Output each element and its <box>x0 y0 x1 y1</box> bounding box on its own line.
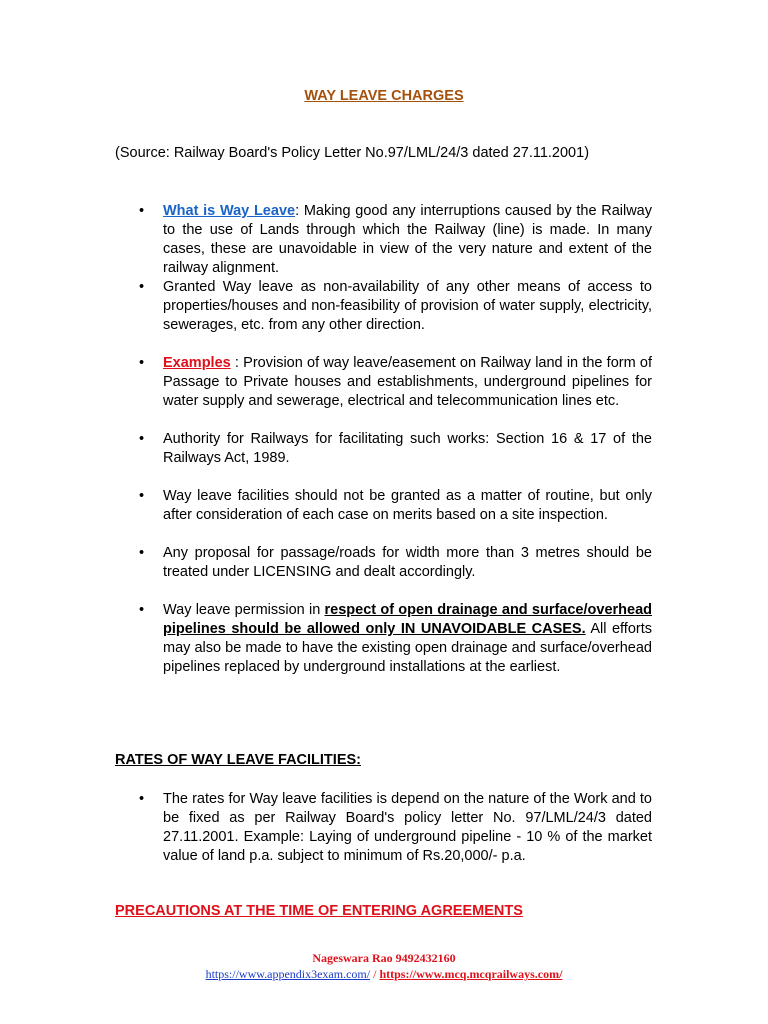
footer-link-appendix3exam[interactable]: https://www.appendix3exam.com/ <box>205 967 371 981</box>
emphasis-text: respect of open drainage and surface/overhead pipelines should be allowed only IN UNAVOIDABLE CASES. <box>163 602 652 637</box>
page-title: WAY LEAVE CHARGES <box>304 88 464 104</box>
footer-links <box>0 966 768 982</box>
footer-separator: / <box>373 967 377 981</box>
list-item <box>115 278 652 335</box>
bullet-icon: • <box>139 791 145 807</box>
footer-link-mcqrailways[interactable]: https://www.mcq.mcqrailways.com/ <box>379 967 563 981</box>
list-item <box>115 487 652 525</box>
list-item-text: Authority for Railways for facilitating such works: Section 16 & 17 of the Railways Act, 1989. <box>163 431 652 466</box>
list-item <box>115 601 652 677</box>
list-item-text: : Making good any interruptions caused by the Railway to the use of Lands through which the Railway (line) is made. In many cases, these are unavoidable in view of the very nature and extent of the railway alignment. <box>163 203 652 276</box>
examples-label: Examples <box>163 355 231 371</box>
list-item-text: All efforts may also be made to have the existing open drainage and surface/overhead pipelines replaced by underground installations at the earliest. <box>163 621 652 675</box>
bullet-icon: • <box>139 203 145 219</box>
bullet-icon: • <box>139 545 145 561</box>
source-citation: (Source: Railway Board's Policy Letter No.97/LML/24/3 dated 27.11.2001) <box>115 145 590 161</box>
list-item <box>115 790 652 866</box>
bullet-icon: • <box>139 355 145 371</box>
section-heading-rates: RATES OF WAY LEAVE FACILITIES: <box>115 752 361 768</box>
bullet-list-rates <box>115 790 652 866</box>
page-footer <box>0 950 768 982</box>
list-item <box>115 430 652 468</box>
list-item <box>115 354 652 411</box>
list-item-text: Way leave permission in <box>163 602 325 618</box>
list-item-text: Any proposal for passage/roads for width more than 3 metres should be treated under LICENSING and dealt accordingly. <box>163 545 652 580</box>
section-heading-precautions: PRECAUTIONS AT THE TIME OF ENTERING AGREEMENTS <box>115 903 523 919</box>
list-item-text: The rates for Way leave facilities is depend on the nature of the Work and to be fixed as per Railway Board's policy letter No. 97/LML/24/3 dated 27.11.2001. Example: Laying of underground pipeline - 10 % of the market value of land p.a. subject to minimum of Rs.20,000/- p.a. <box>163 791 652 864</box>
bullet-icon: • <box>139 602 145 618</box>
bullet-icon: • <box>139 279 145 295</box>
what-is-way-leave-link[interactable]: What is Way Leave <box>163 203 296 219</box>
footer-author: Nageswara Rao 9492432160 <box>312 951 456 965</box>
bullet-list-intro <box>115 202 652 677</box>
bullet-icon: • <box>139 488 145 504</box>
list-item <box>115 544 652 582</box>
list-item-text: : Provision of way leave/easement on Railway land in the form of Passage to Private houses and establishments, underground pipelines for water supply and sewerage, electrical and telecommunication lines etc. <box>163 355 652 409</box>
list-item <box>115 202 652 278</box>
bullet-icon: • <box>139 431 145 447</box>
list-item-text: Way leave facilities should not be granted as a matter of routine, but only after consideration of each case on merits based on a site inspection. <box>163 488 652 523</box>
list-item-text: Granted Way leave as non-availability of any other means of access to properties/houses and non-feasibility of provision of water supply, electricity, sewerages, etc. from any other direction. <box>163 279 652 333</box>
